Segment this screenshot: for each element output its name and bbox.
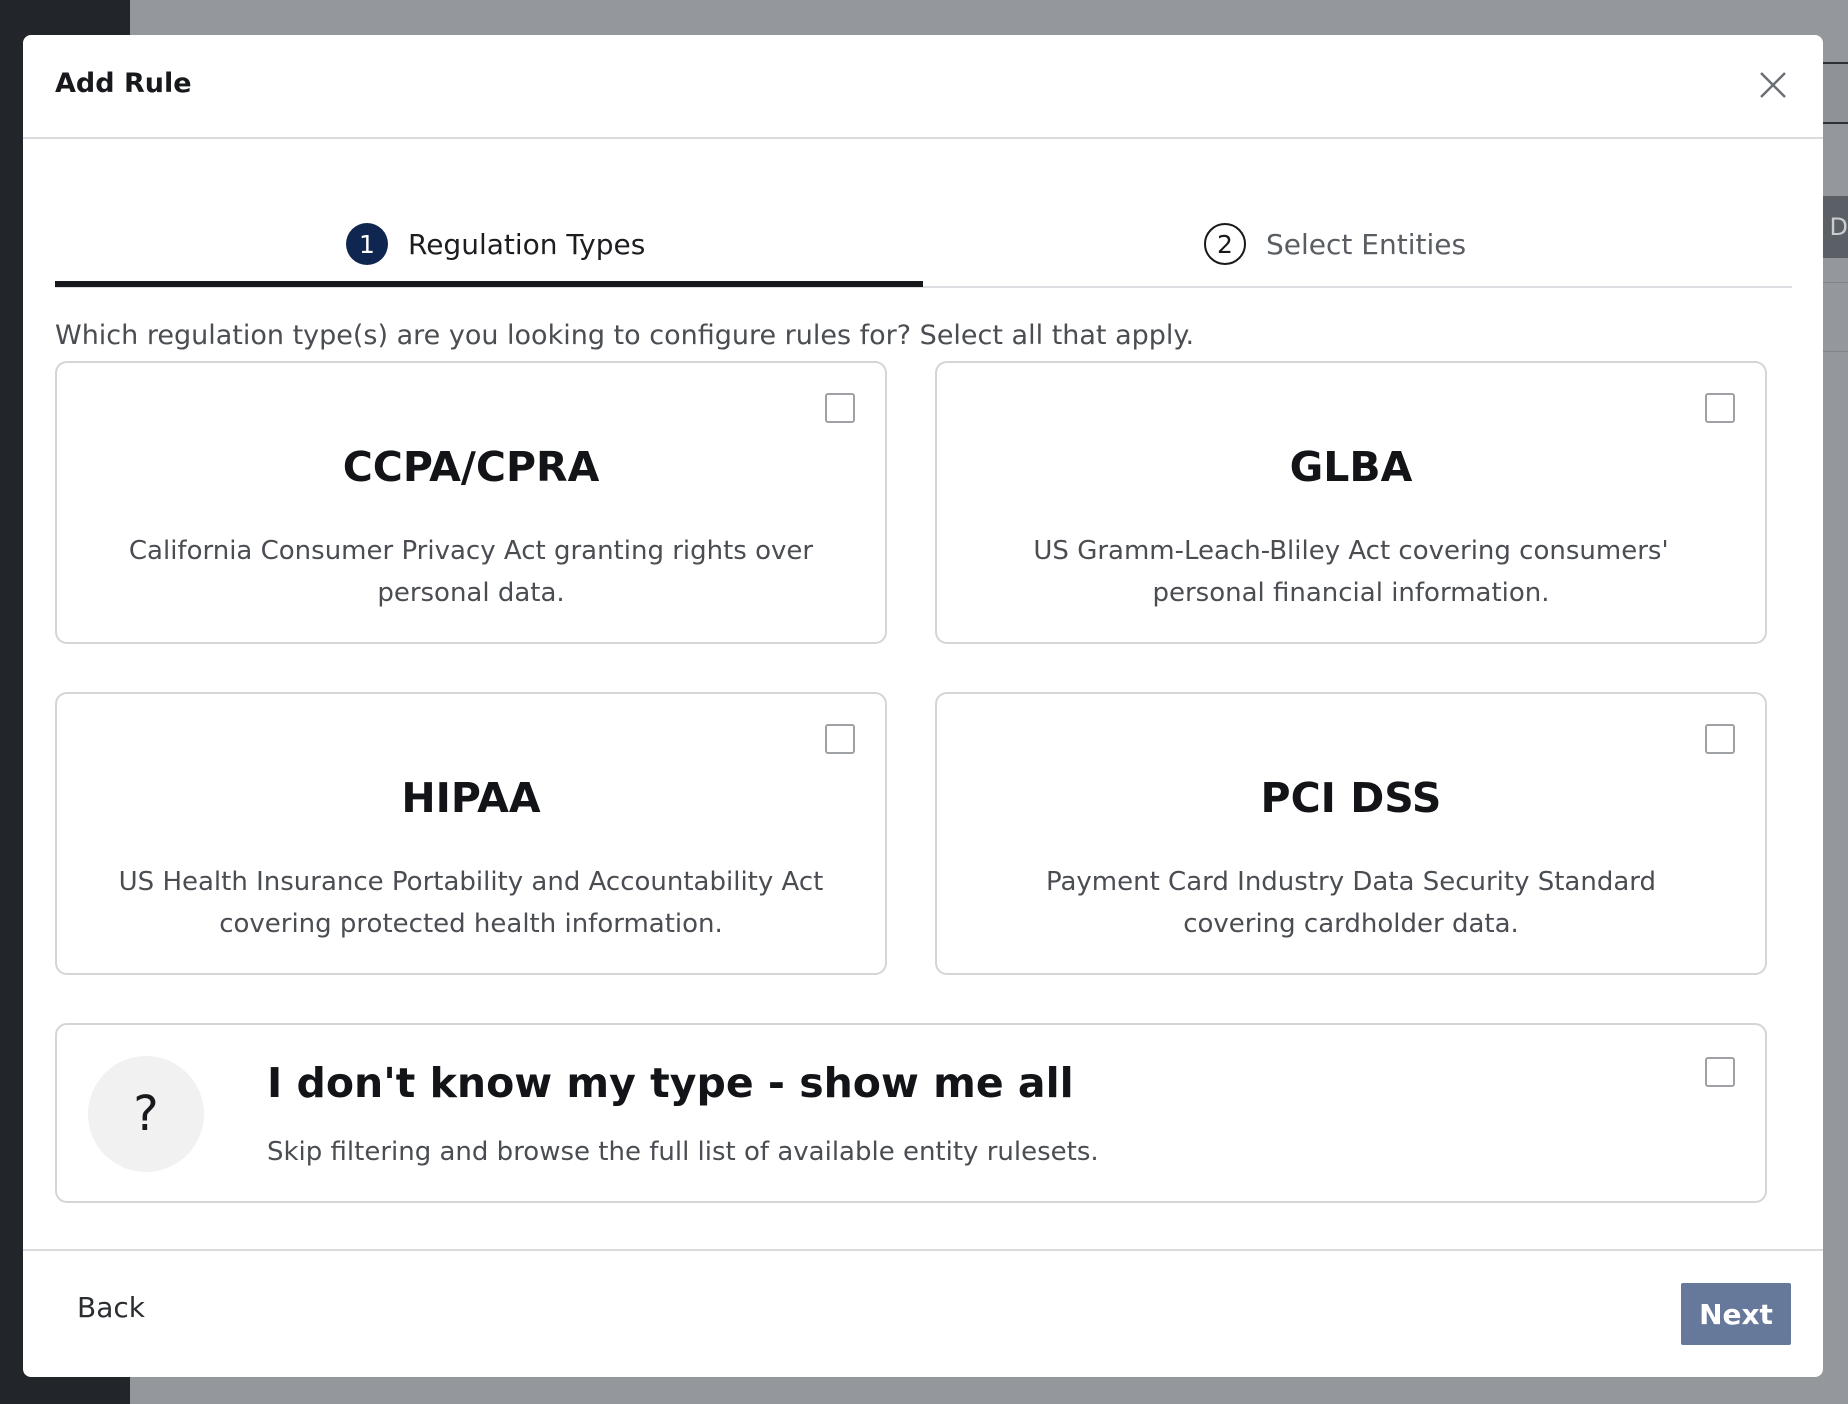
close-icon [1753,65,1793,105]
card-description: California Consumer Privacy Act granting rights over personal data. [128,536,814,608]
stepper [55,138,1792,288]
card-description: US Health Insurance Portability and Accountability Act covering protected health information. [118,867,824,939]
checkbox[interactable] [825,393,855,423]
card-description: US Gramm-Leach-Bliley Act covering consumers' personal financial information. [1033,536,1669,608]
next-button[interactable]: Next [1681,1283,1791,1345]
step-select-entities[interactable] [1204,221,1466,267]
card-title: HIPAA [401,774,541,822]
regulation-card-ccpa-cpra[interactable] [55,361,887,644]
checkbox[interactable] [1705,393,1735,423]
regulation-card-pci-dss[interactable] [935,692,1767,975]
regulation-card-hipaa[interactable] [55,692,887,975]
step-number-badge: 1 [346,223,388,265]
instructions-text: Which regulation type(s) are you looking to configure rules for? Select all that apply. [55,320,1195,351]
checkbox[interactable] [1705,724,1735,754]
card-title: PCI DSS [1260,774,1442,822]
card-title: I don't know my type - show me all [267,1059,1074,1107]
step-label: Regulation Types [408,227,646,261]
step-label: Select Entities [1266,227,1467,261]
checkbox[interactable] [825,724,855,754]
question-icon: ? [88,1056,204,1172]
back-button[interactable]: Back [77,1291,145,1324]
step-number-badge: 2 [1204,223,1246,265]
modal-footer [23,1249,1823,1377]
checkbox[interactable] [1705,1057,1735,1087]
background-tab-edge: D [1820,196,1848,258]
stepper-active-indicator [55,281,923,287]
card-description: Payment Card Industry Data Security Standard covering cardholder data. [1045,867,1657,939]
background-row-edge [1822,282,1848,352]
background-field-edge [1820,62,1848,124]
add-rule-modal [23,35,1823,1377]
regulation-card-glba[interactable] [935,361,1767,644]
card-description: Skip filtering and browse the full list of available entity rulesets. [267,1137,1099,1167]
card-title: CCPA/CPRA [342,443,600,491]
show-all-card[interactable] [55,1023,1767,1203]
card-title: GLBA [1289,443,1413,491]
modal-title: Add Rule [55,68,192,99]
step-regulation-types[interactable] [346,221,645,267]
modal-header [23,35,1823,139]
close-button[interactable] [1753,65,1793,105]
